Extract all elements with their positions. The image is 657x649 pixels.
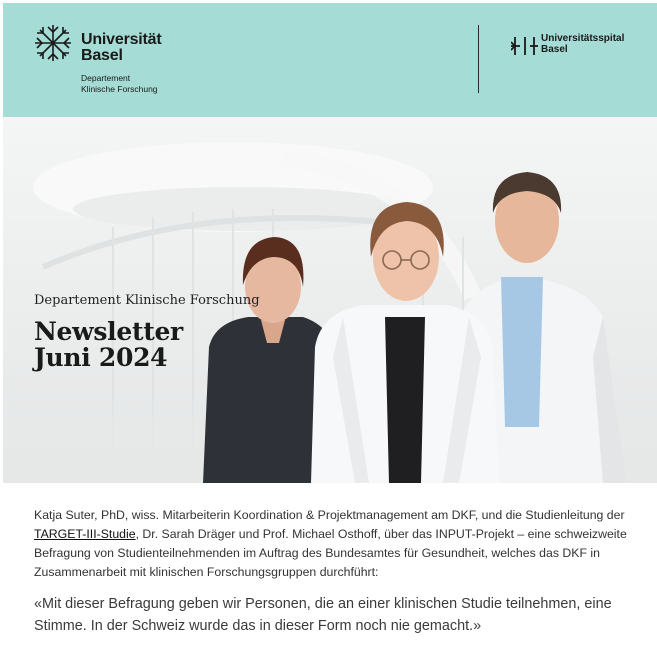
newsletter xyxy=(3,3,657,649)
university-basel-logo[interactable] xyxy=(33,23,193,103)
department-name-line1: Departement xyxy=(81,73,131,83)
hospital-name-line2: Basel xyxy=(541,44,568,55)
university-name-line1: Universität xyxy=(81,31,162,48)
unibas-star-icon xyxy=(33,23,73,63)
intro-text-part2: , Dr. Sarah Dräger und Prof. Michael Osthoff, über das INPUT-Projekt – eine schweizweite Befragung von Studienteilnehmenden im Auftrag des Bundesamtes für Gesundheit, welches das DKF in Zusammenarbeit mit klinischen Forschungsgruppen durchführt: xyxy=(34,527,627,579)
hero-title-line2: Juni 2024 xyxy=(34,343,168,372)
newsletter-header xyxy=(3,3,657,117)
target-iii-study-link[interactable]: TARGET-III-Studie xyxy=(34,527,136,541)
hero-title-line1: Newsletter xyxy=(34,317,183,346)
hero-banner xyxy=(3,117,657,483)
department-name xyxy=(81,73,158,95)
hospital-name-line1: Universitätsspital xyxy=(541,33,625,44)
quote-paragraph: «Mit dieser Befragung geben wir Personen, die an einer klinischen Studie teilnehmen, eine Stimme. In der Schweiz wurde das in dieser Form noch nie gemacht.» xyxy=(34,596,612,634)
usb-cross-icon xyxy=(511,35,539,57)
hero-title xyxy=(34,319,183,371)
hero-subtitle: Departement Klinische Forschung xyxy=(34,293,260,308)
department-name-line2: Klinische Forschung xyxy=(81,84,158,94)
header-divider xyxy=(478,25,479,93)
universitaetsspital-basel-logo[interactable] xyxy=(511,33,651,63)
university-name-line2: Basel xyxy=(81,47,123,64)
university-name xyxy=(81,32,162,64)
hospital-name xyxy=(541,33,624,55)
intro-paragraph xyxy=(34,506,640,582)
intro-text-part1: Katja Suter, PhD, wiss. Mitarbeiterin Koordination & Projektmanagement am DKF, und die Studienleitung der xyxy=(34,508,625,522)
